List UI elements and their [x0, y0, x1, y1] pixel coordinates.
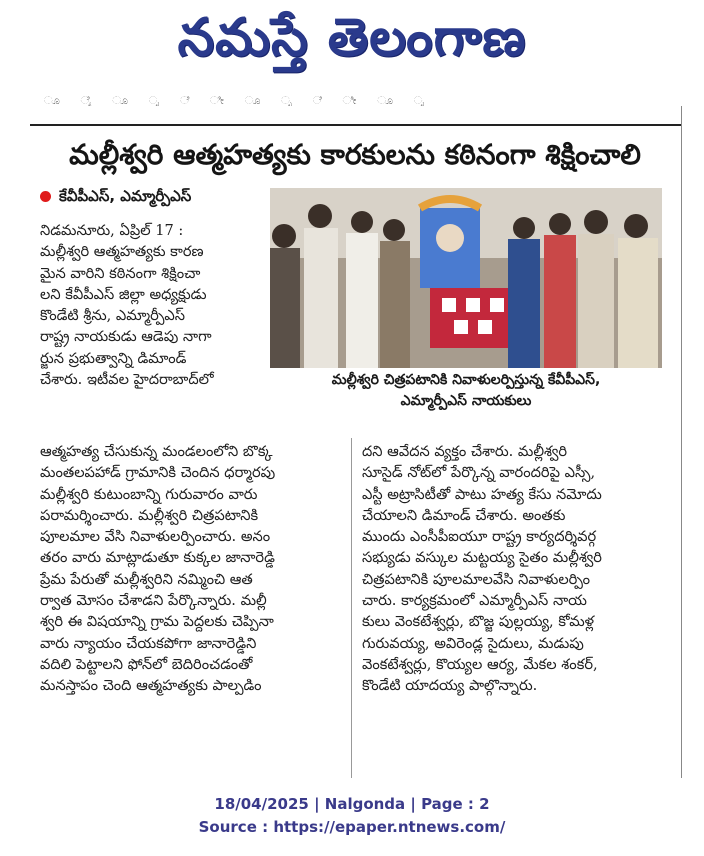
footer-date-edition: 18/04/2025 | Nalgonda | Page : 2: [214, 795, 490, 813]
text-line: రాష్ట్ర నాయకుడు ఆడెపు నాగా: [40, 328, 212, 346]
top-rule: [30, 124, 682, 126]
caption-line: మల్లీశ్వరి చిత్రపటానికి నివాళులర్పిస్తున్న కేవీపీఎస్,: [331, 372, 601, 388]
text-line: మనస్తాపం చెంది ఆత్మహత్యకు పాల్పడిం: [40, 677, 262, 695]
text-line: కులు వెంకటేశ్వర్లు, బొజ్జ పుల్లయ్య, కోమళ్ల: [362, 613, 595, 631]
text-line: చిత్రపటానికి పూలమాలవేసి నివాళులర్పిం: [362, 570, 591, 588]
text-line: శ్వరి ఈ విషయాన్ని గ్రామ పెద్దలకు చెప్పినా: [40, 613, 274, 631]
text-line: ముందు ఎంసీపీఐయూ రాష్ట్ర కార్యదర్శివర్గ: [362, 528, 597, 546]
newspaper-logo: నమస్తే తెలంగాణ: [177, 8, 527, 68]
text-line: కొండేటి యాదయ్య పాల్గొన్నారు.: [362, 677, 538, 695]
right-border: [681, 106, 682, 778]
masthead: [0, 0, 704, 80]
text-line: వెంకటేశ్వర్లు, కొయ్యల ఆర్య, మేకల శంకర్,: [362, 655, 598, 673]
group-photo-illustration: [270, 188, 662, 368]
caption-line: ఎమ్మార్పీఎస్ నాయకులు: [400, 393, 532, 409]
table-cloth: [430, 288, 520, 348]
text-line: మంతలపహాడ్ గ్రామానికి చెందిన ధర్మారపు: [40, 464, 276, 482]
text-line: కొండేటి శ్రీను, ఎమ్మార్పీఎస్: [40, 307, 186, 325]
text-line: మల్లీశ్వరి ఆత్మహత్యకు కారణ: [40, 243, 204, 261]
text-line: పరామర్శించారు. మల్లీశ్వరి చిత్రపటానికి: [40, 506, 259, 524]
text-line: ర్జున ప్రభుత్వాన్ని డిమాండ్: [40, 349, 187, 367]
red-bullet-icon: [40, 191, 51, 202]
cut-off-previous-text: ೂ ೈ ೂ ೃ ೆ ೀ ೂ ೃ ೆ ೀ ೂ ೃ: [44, 96, 443, 106]
headline: మల్లీశ్వరి ఆత్మహత్యకు కారకులను కఠినంగా శిక్షించాలి: [69, 138, 641, 171]
news-photo: [270, 188, 662, 368]
text-line: ఎస్టీ అట్రాసిటీతో పాటు హత్య కేసు నమోదు: [362, 485, 602, 503]
text-line: సూసైడ్ నోట్‌లో పేర్కొన్న వారందరిపై ఎస్సీ,: [362, 464, 596, 482]
text-line: చేయాలని డిమాండ్ చేశారు. అంతకు: [362, 506, 566, 524]
text-line: లని కేవీపీఎస్ జిల్లా అధ్యక్షుడు: [40, 285, 207, 303]
text-line: మల్లీశ్వరి కుటుంబాన్ని గురువారం వారు: [40, 485, 258, 503]
text-line: నిడమనూరు, ఏప్రిల్ 17 :: [40, 222, 184, 239]
column-1-bottom: [40, 441, 342, 697]
text-line: సభ్యుడు వస్కుల మట్టయ్య సైతం మల్లీశ్వరి: [362, 549, 602, 567]
text-line: ఆత్మహత్య చేసుకున్న మండలంలోని బొక్క: [40, 443, 273, 460]
text-line: తరం వారు మాట్లాడుతూ కుక్కల జానారెడ్డి: [40, 549, 275, 567]
column-2: [362, 441, 668, 697]
column-divider: [351, 438, 352, 778]
text-line: గురువయ్య, అవిరెండ్ల సైదులు, మడుపు: [362, 634, 584, 652]
text-line: పూలమాల వేసి నివాళులర్పించారు. అనం: [40, 528, 271, 546]
text-line: చేశారు. ఇటీవల హైదరాబాద్‌లో: [40, 371, 214, 389]
byline-text: కేవీపీఎస్, ఎమ్మార్పీఎస్: [59, 187, 192, 205]
photo-caption: [270, 370, 662, 412]
text-line: దని ఆవేదన వ్యక్తం చేశారు. మల్లీశ్వరి: [362, 443, 568, 460]
footer-source: Source : https://epaper.ntnews.com/: [198, 818, 506, 836]
text-line: చారు. కార్యక్రమంలో ఎమ్మార్పీఎస్ నాయ: [362, 592, 587, 610]
text-line: ప్రేమ పేరుతో మల్లీశ్వరిని నమ్మించి ఆత: [40, 570, 253, 588]
byline: [40, 187, 191, 209]
text-line: వారు న్యాయం చేయకపోగా జానారెడ్డిని: [40, 634, 257, 652]
text-line: ర్వాత మోసం చేశాడని పేర్కొన్నారు. మల్లీ: [40, 592, 267, 610]
text-line: వదిలి పెట్టాలని ఫోన్‌లో బెదిరించడంతో: [40, 655, 253, 673]
column-1-top: [40, 220, 266, 390]
text-line: మైన వారిని కఠినంగా శిక్షించా: [40, 264, 201, 282]
